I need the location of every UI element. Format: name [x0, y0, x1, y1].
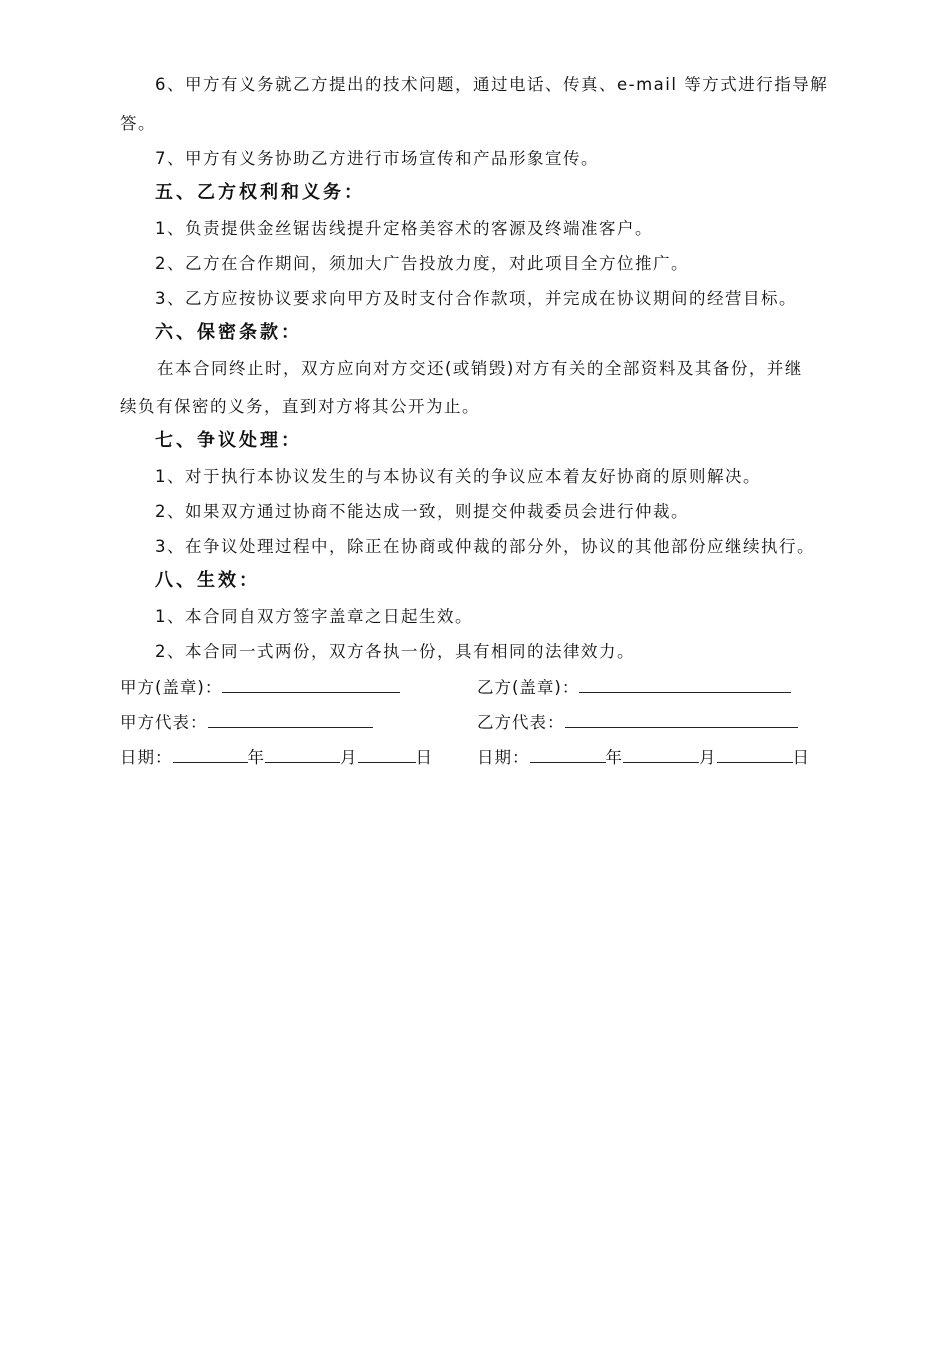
party-a-date-label: 日期： — [120, 748, 173, 767]
party-b-year-label: 年 — [605, 748, 623, 767]
clause-5-1: 1、负责提供金丝锯齿线提升定格美容术的客源及终端准客户。 — [155, 219, 653, 238]
clause-7-2: 2、如果双方通过协商不能达成一致，则提交仲裁委员会进行仲裁。 — [155, 502, 689, 521]
party-b-seal-field[interactable] — [579, 676, 791, 693]
party-b-year-field[interactable] — [530, 746, 606, 763]
section-6-heading: 六、保密条款： — [155, 322, 302, 343]
clause-6-line1: 在本合同终止时，双方应向对方交还(或销毁)对方有关的全部资料及其备份，并继 — [157, 359, 803, 378]
party-a-seal-row — [120, 676, 400, 699]
party-b-seal-row — [477, 676, 791, 699]
party-b-date-row — [477, 746, 810, 769]
party-b-rep-row — [477, 711, 798, 734]
party-a-year-field[interactable] — [173, 746, 248, 763]
party-a-year-label: 年 — [247, 748, 265, 767]
party-b-day-field[interactable] — [717, 746, 793, 763]
party-a-rep-label: 甲方代表： — [120, 713, 208, 732]
party-a-date-row — [120, 746, 433, 769]
party-a-day-label: 日 — [415, 748, 433, 767]
clause-4-6-line1: 6、甲方有义务就乙方提出的技术问题，通过电话、传真、e-mail 等方式进行指导解 — [155, 75, 829, 94]
section-7-heading: 七、争议处理： — [155, 430, 302, 451]
party-a-rep-field[interactable] — [208, 711, 373, 728]
party-a-rep-row — [120, 711, 373, 734]
party-b-rep-label: 乙方代表： — [477, 713, 565, 732]
party-a-month-label: 月 — [340, 748, 358, 767]
clause-5-3: 3、乙方应按协议要求向甲方及时支付合作款项，并完成在协议期间的经营目标。 — [155, 289, 797, 308]
party-b-rep-field[interactable] — [565, 711, 798, 728]
clause-7-3: 3、在争议处理过程中，除正在协商或仲裁的部分外，协议的其他部份应继续执行。 — [155, 537, 815, 556]
clause-4-6-line2: 答。 — [120, 114, 156, 133]
party-a-seal-field[interactable] — [222, 676, 400, 693]
clause-5-2: 2、乙方在合作期间，须加大广告投放力度，对此项目全方位推广。 — [155, 254, 689, 273]
party-b-month-label: 月 — [699, 748, 717, 767]
party-a-seal-label: 甲方(盖章)： — [120, 678, 223, 697]
clause-7-1: 1、对于执行本协议发生的与本协议有关的争议应本着友好协商的原则解决。 — [155, 467, 761, 486]
party-b-seal-label: 乙方(盖章)： — [477, 678, 580, 697]
clause-8-2: 2、本合同一式两份，双方各执一份，具有相同的法律效力。 — [155, 642, 635, 661]
clause-6-line2: 续负有保密的义务，直到对方将其公开为止。 — [120, 397, 480, 416]
party-a-month-field[interactable] — [265, 746, 340, 763]
section-8-heading: 八、生效： — [155, 570, 260, 591]
clause-8-1: 1、本合同自双方签字盖章之日起生效。 — [155, 607, 473, 626]
party-b-month-field[interactable] — [623, 746, 699, 763]
party-b-date-label: 日期： — [477, 748, 530, 767]
section-5-heading: 五、乙方权利和义务： — [155, 182, 365, 203]
party-a-day-field[interactable] — [358, 746, 416, 763]
party-b-day-label: 日 — [792, 748, 810, 767]
clause-4-7: 7、甲方有义务协助乙方进行市场宣传和产品形象宣传。 — [155, 149, 599, 168]
